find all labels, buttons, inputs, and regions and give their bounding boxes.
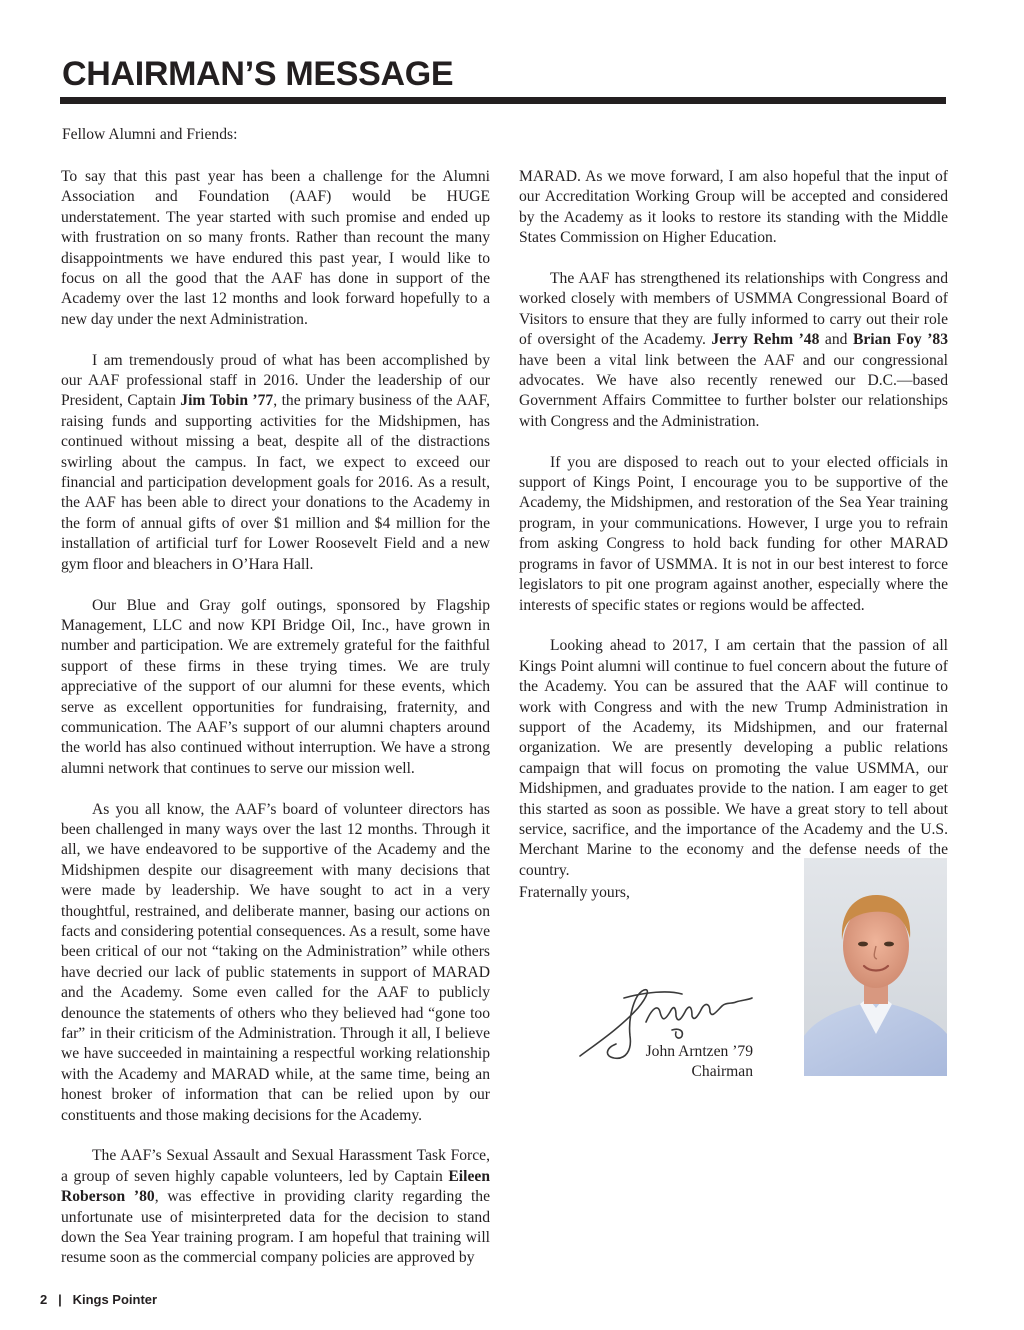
person-name: Eileen Roberson ’80	[61, 1167, 490, 1206]
paragraph-text: The AAF’s Sexual Assault and Sexual Harassment Task Force, a group of seven highly capable volunteers, led by Captain	[61, 1147, 490, 1185]
paragraph-text: , was effective in providing clarity regarding the unfortunate use of misinterpreted data for the decision to stand down the Sea Year training program. I am hopeful that training will resume soon as the commercial company policies are approved by	[61, 1188, 490, 1267]
paragraph-text: I am tremendously proud of what has been accomplished by our AAF professional staff in 2016. Under the leadership of our President, Captain	[61, 351, 490, 410]
footer-separator: |	[58, 1292, 62, 1307]
paragraph-text: The AAF has strengthened its relationships with Congress and worked closely with members of USMMA Congressional Board of Visitors to ensure that they are fully informed to carry out their role of oversight of the Academy.	[519, 270, 948, 349]
paragraph-accreditation: MARAD. As we move forward, I am also hopeful that the input of our Accreditation Working Group will be accepted and considered by the Academy as it looks to restore its standing with the Middle States Commission on Higher Education.	[519, 168, 948, 247]
person-name: Jim Tobin ’77	[180, 392, 274, 410]
paragraph-text: , the primary business of the AAF, raising funds and supporting activities for the Midshipmen, has continued without missing a beat, despite all of the distractions swirling about the campus. In fact, we expect to exceed our financial and participation development goals for 2016. As a result, the AAF has been able to direct your donations to the Academy in the form of annual gifts of over $1 million and $4 million for the installation of artificial turf for Lower Roosevelt Field and a new gym floor and bleachers in O’Hara Hall.	[61, 392, 490, 573]
page-title: CHAIRMAN’S MESSAGE	[62, 55, 454, 93]
publication-name: Kings Pointer	[72, 1292, 158, 1307]
signature-block	[646, 1042, 753, 1083]
page-number: 2	[40, 1292, 48, 1307]
title-rule	[60, 97, 946, 104]
left-column	[61, 167, 490, 1289]
salutation: Fellow Alumni and Friends:	[62, 126, 238, 143]
paragraph-elected-officials: If you are disposed to reach out to your elected officials in support of Kings Point, I encourage you to be supportive of the Academy, the Midshipmen, and restoration of the Sea Year training program, in your communications. However, I urge you to refrain from asking Congress to hold back funding for other MARAD programs in favor of USMMA. It is not in our best interest to force legislators to pit one program against another, especially where the interests of specific states or regions would be affected.	[519, 453, 948, 614]
closing: Fraternally yours,	[519, 884, 630, 901]
paragraph-congress	[519, 269, 948, 432]
signer-name: John Arntzen ’79	[645, 1043, 753, 1060]
paragraph-text: have been a vital link between the AAF and our congressional advocates. We have also recently renewed our D.C.—based Government Affairs Committee to further bolster our relationships with Congress and the Administration.	[519, 351, 948, 430]
right-column	[519, 167, 948, 902]
paragraph-staff-proud	[61, 351, 490, 575]
paragraph-board-challenges: As you all know, the AAF’s board of volunteer directors has been challenged in many ways over the last 12 months. Through it all, we have endeavored to be supportive of the Academy and the Midshipmen despite our disagreement with many decisions that were made by leadership. We have sought to act in a very thoughtful, restrained, and deliberate manner, basing our actions on facts and considering potential consequences. As a result, some have been critical of our not “taking on the Administration” while others have decried our lack of public statements in support of MARAD and the Academy. Some even called for the AAF to publicly denounce the statements of others who they believed had “gone too far” in their criticism of the Administration. Through it all, I believe we have succeeded in maintaining a respectful working relationship with the Academy and MARAD while, at the same time, being an honest broker of information that can be relied upon by our constituents and those making decisions for the Academy.	[61, 800, 490, 1124]
paragraph-looking-ahead: Looking ahead to 2017, I am certain that the passion of all Kings Point alumni will continue to fuel concern about the future of the Academy. You can be assured that the AAF will continue to work with Congress and with the new Trump Administration in support of the Academy, its Midshipmen, and our fraternal organization. We are presently developing a public relations campaign that will focus on promoting the value USMMA, our Midshipmen, and graduates provide to the nation. I am eager to get this started as soon as possible. We have a great story to tell about service, sacrifice, and the importance of the Academy and the U.S. Merchant Marine to the economy and the defense needs of the country.	[519, 637, 948, 879]
person-name: Jerry Rehm ’48	[711, 331, 820, 349]
chairman-portrait-photo	[804, 858, 947, 1076]
paragraph-challenge: To say that this past year has been a challenge for the Alumni Association and Foundation (AAF) would be HUGE understatement. The year started with such promise and ended up with frustration on so many fronts. Rather than recount the many disappointments we have endured this past year, I would like to focus on all the good that the AAF has done in support of the Academy over the last 12 months and look forward hopefully to a new day under the next Administration.	[61, 168, 490, 328]
paragraph-golf-outings: Our Blue and Gray golf outings, sponsored by Flagship Management, LLC and now KPI Bridge Oil, Inc., have grown in number and participation. We are extremely grateful for the faithful support of these firms in these trying times. We are truly appreciative of the support of our alumni for these events, which serve as excellent opportunities for fundraising, fraternity, and communication. The AAF’s support of our alumni chapters around the world has also continued without interruption. We have a strong alumni network that continues to serve our mission well.	[61, 596, 490, 777]
page-footer	[40, 1292, 157, 1307]
paragraph-task-force	[61, 1146, 490, 1268]
signer-title: Chairman	[691, 1063, 753, 1081]
paragraph-text: and	[819, 331, 853, 349]
person-name: Brian Foy ’83	[852, 331, 949, 349]
